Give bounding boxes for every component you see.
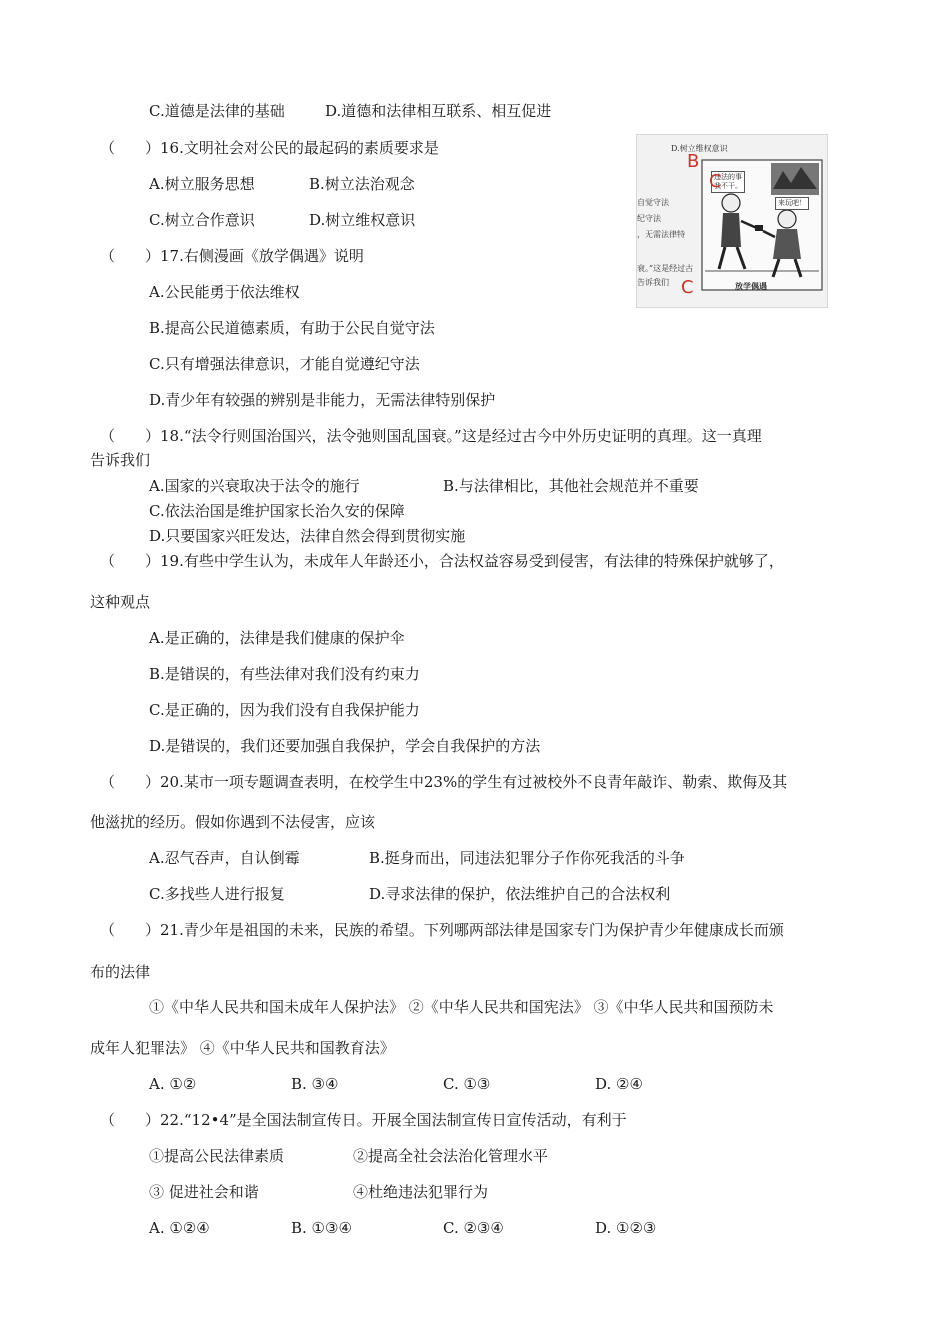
q21-stem: （ ）21.青少年是祖国的未来，民族的希望。下列哪两部法律是国家专门为保护青少年健康成长而颁 bbox=[100, 921, 784, 939]
q19-option-a: A.是正确的，法律是我们健康的保护伞 bbox=[149, 629, 405, 647]
q16-option-c: C.树立合作意识 bbox=[149, 211, 255, 229]
q20-stem-cont: 他滋扰的经历。假如你遇到不法侵害，应该 bbox=[90, 813, 376, 831]
q15-option-d: D.道德和法律相互联系、相互促进 bbox=[325, 102, 552, 120]
q18-option-c: C.依法治国是维护国家长治久安的保障 bbox=[149, 502, 405, 520]
q20-option-c: C.多找些人进行报复 bbox=[149, 885, 285, 903]
handwritten-mark: C bbox=[681, 277, 694, 298]
cartoon-side-line: 自觉守法 bbox=[637, 198, 669, 207]
q22-item-3: ③ 促进社会和谐 bbox=[149, 1183, 259, 1201]
q22-option-a: A. ①②④ bbox=[149, 1219, 210, 1237]
q19-option-b: B.是错误的，有些法律对我们没有约束力 bbox=[149, 665, 420, 683]
q21-option-a: A. ①② bbox=[149, 1075, 197, 1093]
cartoon-side-line: 纪守法 bbox=[637, 214, 661, 223]
q17-option-a: A.公民能勇于依法维权 bbox=[149, 283, 300, 301]
q17-stem: （ ）17.右侧漫画《放学偶遇》说明 bbox=[100, 247, 364, 265]
q19-option-d: D.是错误的，我们还要加强自我保护，学会自我保护的方法 bbox=[149, 737, 541, 755]
q21-law-list: ①《中华人民共和国未成年人保护法》 ②《中华人民共和国宪法》 ③《中华人民共和国预防未 bbox=[149, 998, 774, 1016]
q18-stem-cont: 告诉我们 bbox=[90, 451, 151, 469]
q22-item-4: ④杜绝违法犯罪行为 bbox=[353, 1183, 489, 1201]
q15-option-c: C.道德是法律的基础 bbox=[149, 102, 285, 120]
q22-option-c: C. ②③④ bbox=[443, 1219, 504, 1237]
q18-option-b: B.与法律相比，其他社会规范并不重要 bbox=[443, 477, 699, 495]
q20-option-d: D.寻求法律的保护，依法维护自己的合法权利 bbox=[369, 885, 671, 903]
cartoon-side-line: 衰。”这是经过古 bbox=[637, 264, 694, 273]
bubble-left-line: 违法的事 bbox=[714, 173, 742, 181]
q16-option-b: B.树立法治观念 bbox=[309, 175, 415, 193]
q19-option-c: C.是正确的，因为我们没有自我保护能力 bbox=[149, 701, 420, 719]
cartoon-side-line: ，无需法律特 bbox=[637, 230, 685, 239]
q20-option-b: B.挺身而出，同违法犯罪分子作你死我活的斗争 bbox=[369, 849, 685, 867]
q21-law-list-cont: 成年人犯罪法》 ④《中华人民共和国教育法》 bbox=[90, 1039, 395, 1057]
q18-option-a: A.国家的兴衰取决于法令的施行 bbox=[149, 477, 360, 495]
q17-option-b: B.提高公民道德素质，有助于公民自觉守法 bbox=[149, 319, 435, 337]
q22-item-2: ②提高全社会法治化管理水平 bbox=[353, 1147, 549, 1165]
cartoon-fangxue-ouyu bbox=[636, 134, 828, 308]
q22-option-d: D. ①②③ bbox=[595, 1219, 657, 1237]
q17-option-d: D.青少年有较强的辨别是非能力，无需法律特别保护 bbox=[149, 391, 496, 409]
cartoon-top-note: D.树立维权意识 bbox=[671, 144, 728, 153]
cartoon-side-line: 告诉我们 bbox=[637, 278, 669, 287]
speech-bubble-right: 来玩吧！ bbox=[775, 197, 809, 210]
q16-option-d: D.树立维权意识 bbox=[309, 211, 416, 229]
q21-option-d: D. ②④ bbox=[595, 1075, 643, 1093]
cartoon-caption: 放学偶遇 bbox=[735, 281, 767, 291]
q18-stem: （ ）18.“法令行则国治国兴，法令弛则国乱国衰。”这是经过古今中外历史证明的真理。这一真理 bbox=[100, 427, 762, 445]
q21-stem-cont: 布的法律 bbox=[90, 963, 151, 981]
q16-option-a: A.树立服务思想 bbox=[149, 175, 255, 193]
q21-option-b: B. ③④ bbox=[291, 1075, 339, 1093]
bubble-left-line: 我不干。 bbox=[714, 182, 742, 190]
q20-stem: （ ）20.某市一项专题调查表明，在校学生中23%的学生有过被校外不良青年敲诈、勒索、欺侮及其 bbox=[100, 773, 788, 791]
q22-stem: （ ）22.“12•4”是全国法制宣传日。开展全国法制宣传日宣传活动，有利于 bbox=[100, 1111, 627, 1129]
q22-option-b: B. ①③④ bbox=[291, 1219, 352, 1237]
q16-stem: （ ）16.文明社会对公民的最起码的素质要求是 bbox=[100, 139, 439, 157]
q18-option-d: D.只要国家兴旺发达，法律自然会得到贯彻实施 bbox=[149, 527, 466, 545]
q17-option-c: C.只有增强法律意识，才能自觉遵纪守法 bbox=[149, 355, 420, 373]
q19-stem-cont: 这种观点 bbox=[90, 593, 151, 611]
q20-option-a: A.忍气吞声，自认倒霉 bbox=[149, 849, 300, 867]
handwritten-mark: B bbox=[687, 151, 700, 172]
q21-option-c: C. ①③ bbox=[443, 1075, 491, 1093]
q22-item-1: ①提高公民法律素质 bbox=[149, 1147, 285, 1165]
handwritten-mark: C bbox=[709, 171, 722, 192]
q19-stem: （ ）19.有些中学生认为，未成年人年龄还小，合法权益容易受到侵害，有法律的特殊保护就够了， bbox=[100, 552, 784, 570]
